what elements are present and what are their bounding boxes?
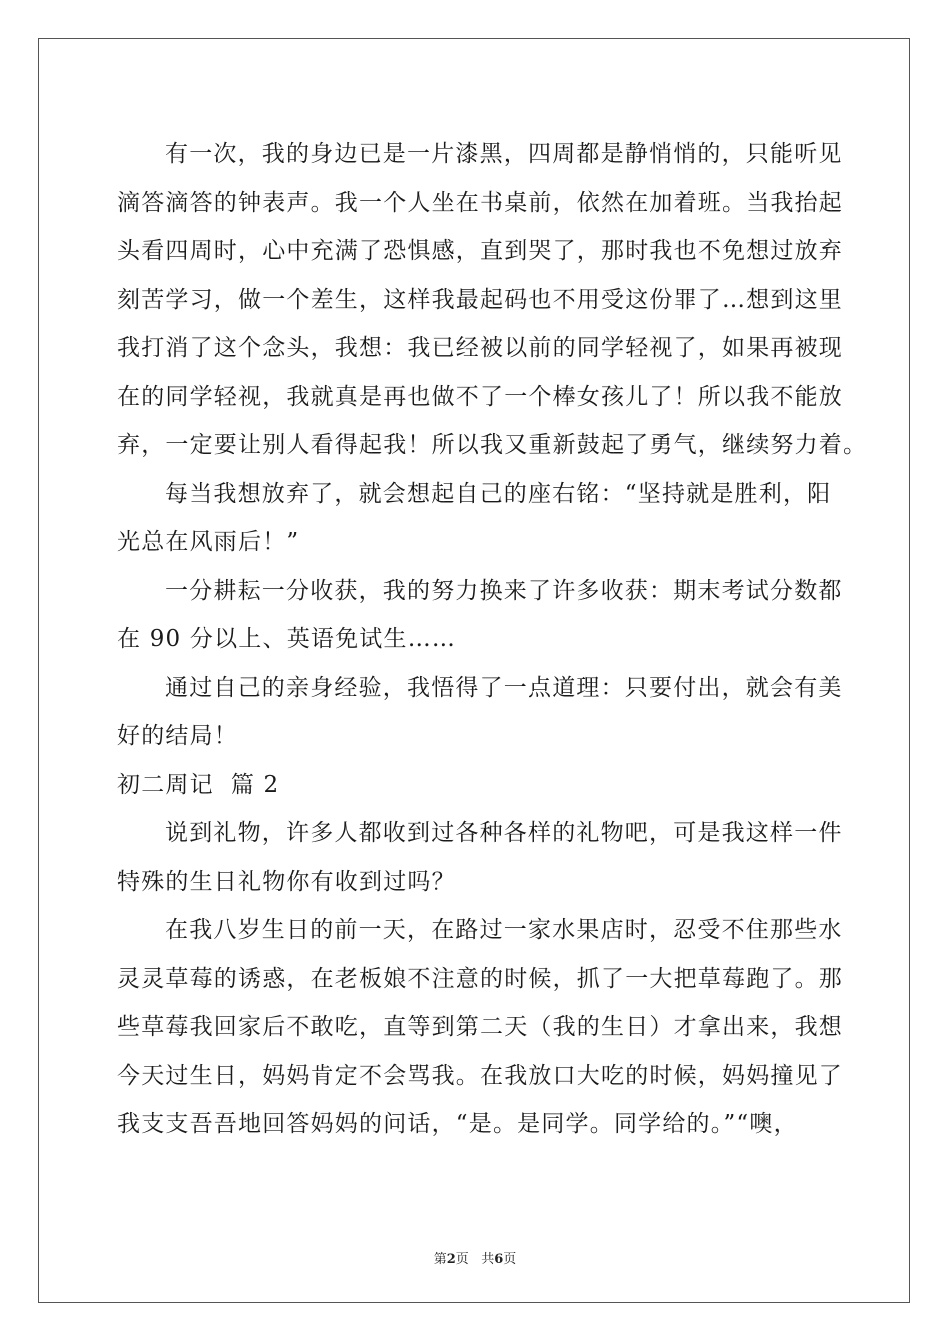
paragraph-line: 些草莓我回家后不敢吃，直等到第二天（我的生日）才拿出来，我想	[117, 1014, 843, 1040]
paragraph-line: 我打消了这个念头，我想：我已经被以前的同学轻视了，如果再被现	[117, 335, 843, 361]
page-label-suffix: 页	[503, 1252, 517, 1267]
document-body	[117, 130, 868, 1149]
paragraph-line: 刻苦学习，做一个差生，这样我最起码也不用受这份罪了…想到这里	[117, 286, 843, 313]
page-label-mid: 页 共	[455, 1252, 495, 1267]
paragraph-line: 我支支吾吾地回答妈妈的问话，“是。是同学。同学给的。”“噢，	[117, 1111, 798, 1137]
paragraph-line: 有一次，我的身边已是一片漆黑，四周都是静悄悄的，只能听见	[165, 141, 843, 167]
paragraph-line: 特殊的生日礼物你有收到过吗？	[117, 868, 456, 895]
paragraph-line: 滴答滴答的钟表声。我一个人坐在书桌前，依然在加着班。当我抬起	[117, 189, 843, 216]
paragraph-line: 今天过生日，妈妈肯定不会骂我。在我放口大吃的时候，妈妈撞见了	[117, 1062, 843, 1089]
paragraph-line: 好的结局！	[117, 723, 238, 749]
paragraph-line: 通过自己的亲身经验，我悟得了一点道理：只要付出，就会有美	[165, 674, 843, 701]
paragraph-line: 在的同学轻视，我就真是再也做不了一个棒女孩儿了！所以我不能放	[117, 383, 843, 410]
page-footer	[0, 1248, 950, 1267]
paragraph-line: 在 90 分以上、英语免试生……	[117, 626, 457, 652]
paragraph-line: 说到礼物，许多人都收到过各种各样的礼物吧，可是我这样一件	[165, 820, 843, 846]
paragraph-line: 头看四周时，心中充满了恐惧感，直到哭了，那时我也不免想过放弃	[117, 238, 843, 264]
paragraph-line: 弃，一定要让别人看得起我！所以我又重新鼓起了勇气，继续努力着。	[117, 432, 868, 458]
total-page-number: 6	[494, 1252, 504, 1267]
paragraph-line: 每当我想放弃了，就会想起自己的座右铭：“坚持就是胜利，阳	[165, 480, 832, 507]
paragraph-line: 在我八岁生日的前一天，在路过一家水果店时，忍受不住那些水	[165, 917, 843, 943]
current-page-number: 2	[446, 1252, 456, 1267]
paragraph-line: 一分耕耘一分收获，我的努力换来了许多收获：期末考试分数都	[165, 577, 843, 604]
page-label-prefix: 第	[433, 1252, 447, 1267]
section-heading: 初二周记 篇 2	[117, 771, 280, 798]
paragraph-line: 光总在风雨后！”	[117, 529, 300, 555]
paragraph-line: 灵灵草莓的诱惑，在老板娘不注意的时候，抓了一大把草莓跑了。那	[117, 965, 843, 992]
